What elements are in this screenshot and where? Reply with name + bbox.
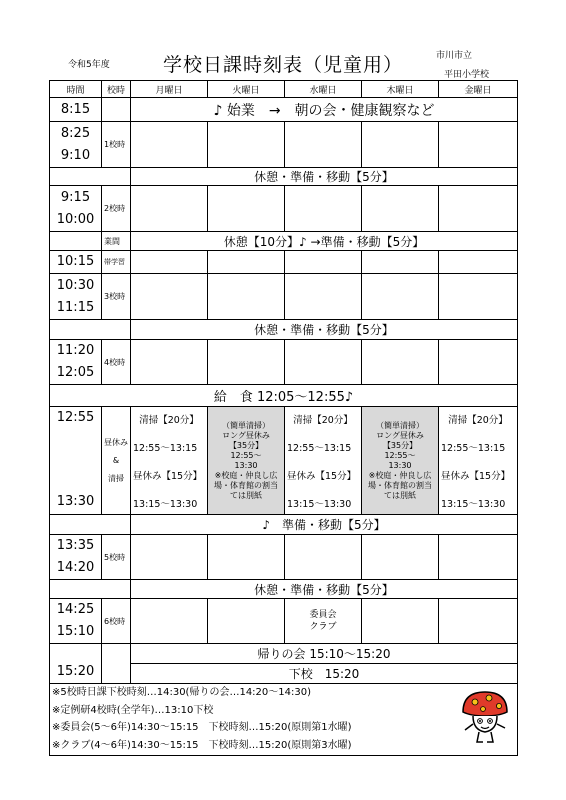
long-l7: 場・体育館の割当 [368, 480, 432, 490]
cell-mon [131, 186, 208, 232]
long-l7: 場・体育館の割当 [214, 480, 278, 490]
label-and: & [112, 455, 120, 465]
col-header-tuesday: 火曜日 [208, 81, 285, 98]
row-break-2 [50, 320, 518, 340]
time-cell [50, 599, 102, 644]
cell-wed [285, 251, 362, 274]
time-cell [50, 340, 102, 385]
period-label: 業間 [102, 232, 131, 251]
long-l5: 13:30 [234, 460, 258, 470]
recess-label: 昼休み【15分】 [133, 471, 203, 483]
cell-fri [439, 340, 518, 385]
time-finish: 11:15 [56, 299, 95, 315]
break-band: 休憩・準備・移動【5分】 [131, 168, 518, 186]
time-begin: 12:55 [56, 410, 95, 425]
row-period-6 [50, 599, 518, 644]
cell-fri [439, 251, 518, 274]
page-title: 学校日課時刻表（児童用） [162, 54, 403, 76]
time-begin: 9:15 [60, 189, 91, 205]
long-l1: （簡単清掃） [376, 420, 424, 430]
cell-mon [131, 251, 208, 274]
recess-cell-wed [285, 407, 362, 515]
recess-label: 昼休み【15分】 [287, 471, 357, 483]
label-cleaning: 清掃 [108, 473, 124, 483]
cell-fri [439, 186, 518, 232]
row-break-1 [50, 168, 518, 186]
long-l5: 13:30 [388, 460, 412, 470]
period-label: 4校時 [102, 340, 131, 385]
row-kaeri [50, 644, 518, 664]
row-recess [50, 407, 518, 515]
row-obi [50, 251, 518, 274]
row-notes [50, 684, 518, 756]
row-break-3 [50, 580, 518, 599]
cleaning-time: 12:55～13:15 [441, 442, 506, 454]
cell-mon [131, 274, 208, 320]
break-empty [50, 320, 131, 340]
time-begin: 14:25 [56, 602, 95, 617]
time-begin: 10:30 [56, 277, 95, 293]
row-start [50, 98, 518, 122]
row-interval [50, 232, 518, 251]
time-begin: 13:35 [56, 538, 95, 553]
col-header-thursday: 木曜日 [362, 81, 439, 98]
club-label: クラブ [309, 622, 337, 632]
long-l3: 【35分】 [228, 440, 264, 450]
break-empty [50, 168, 131, 186]
cell-mon [131, 122, 208, 168]
long-l8: ては別紙 [230, 490, 262, 500]
time-cell [50, 407, 102, 515]
cell-wed [285, 274, 362, 320]
cell-fri [439, 535, 518, 580]
cell-thu [362, 535, 439, 580]
period-label: 6校時 [102, 599, 131, 644]
recess-label: 昼休み【15分】 [441, 471, 511, 483]
cell-tue [208, 186, 285, 232]
cell-fri [439, 122, 518, 168]
long-recess-cell-tue [208, 407, 285, 515]
cell-fri [439, 599, 518, 644]
time-begin: 11:20 [56, 343, 95, 358]
period-label: 帯学習 [102, 251, 131, 274]
cleaning-label: 清掃【20分】 [139, 414, 199, 426]
cell-thu [362, 599, 439, 644]
cell-thu [362, 251, 439, 274]
long-l3: 【35分】 [382, 440, 418, 450]
note-3: ※委員会(5～6年)14:30～15:15 下校時刻…15:20(原則第1水曜) [52, 722, 352, 733]
time-finish: 10:00 [56, 211, 95, 227]
committee-label: 委員会 [309, 610, 337, 620]
time-finish: 9:10 [60, 147, 91, 163]
cell-wed [285, 186, 362, 232]
time-empty [50, 232, 102, 251]
long-l4: 12:55～ [384, 450, 416, 460]
col-header-wednesday: 水曜日 [285, 81, 362, 98]
recess-time: 13:15～13:30 [133, 499, 198, 511]
row-period-3 [50, 274, 518, 320]
label-recess: 昼休み [104, 437, 128, 447]
cell-tue [208, 599, 285, 644]
cell-thu [362, 274, 439, 320]
col-header-monday: 月曜日 [131, 81, 208, 98]
start-band: ♪ 始業 → 朝の会・健康観察など [131, 98, 518, 122]
row-period-4 [50, 340, 518, 385]
recess-cell-fri [439, 407, 518, 515]
cell-tue [208, 535, 285, 580]
period-label: 1校時 [102, 122, 131, 168]
cell-wed [285, 340, 362, 385]
time-cell [50, 535, 102, 580]
long-l6: ※校庭・仲良し広 [368, 470, 432, 480]
long-l1: （簡単清掃） [222, 420, 270, 430]
time-cell [50, 122, 102, 168]
time-begin: 8:25 [60, 125, 91, 141]
cell-tue [208, 274, 285, 320]
interval-band: 休憩【10分】♪ →準備・移動【5分】 [131, 232, 518, 251]
header-row [50, 81, 518, 98]
prep-empty [50, 515, 131, 535]
recess-cell-mon [131, 407, 208, 515]
cell-wed-committee-club [285, 599, 362, 644]
cell-mon [131, 599, 208, 644]
time-cell [50, 186, 102, 232]
break-band: 休憩・準備・移動【5分】 [131, 580, 518, 599]
notes-cell [50, 684, 518, 756]
cell-mon [131, 535, 208, 580]
time-end: 15:20 [50, 644, 102, 684]
time-obi: 10:15 [50, 251, 102, 274]
cell-fri [439, 274, 518, 320]
time-finish: 13:30 [56, 494, 95, 509]
long-l2: ロング昼休み [222, 430, 270, 440]
period-label: 2校時 [102, 186, 131, 232]
time-finish: 15:10 [56, 624, 95, 639]
cleaning-label: 清掃【20分】 [448, 414, 508, 426]
cell-tue [208, 122, 285, 168]
kaeri-band: 帰りの会 15:10～15:20 [131, 644, 518, 664]
recess-time: 13:15～13:30 [287, 499, 352, 511]
mushroom-mascot-icon [459, 688, 511, 755]
row-period-1 [50, 122, 518, 168]
period-label: 5校時 [102, 535, 131, 580]
long-l2: ロング昼休み [376, 430, 424, 440]
lunch-band: 給 食 12:05～12:55♪ [50, 385, 518, 407]
row-period-5 [50, 535, 518, 580]
time-finish: 14:20 [56, 560, 95, 575]
row-prep [50, 515, 518, 535]
school-year: 令和5年度 [68, 60, 110, 70]
long-l6: ※校庭・仲良し広 [214, 470, 278, 480]
note-4: ※クラブ(4～6年)14:30～15:15 下校時刻…15:20(原則第3水曜) [52, 739, 352, 751]
break-empty [50, 580, 131, 599]
cell-tue [208, 340, 285, 385]
note-2: ※定例研4校時(全学年)…13:10下校 [52, 704, 214, 716]
cleaning-label: 清掃【20分】 [293, 414, 353, 426]
col-header-friday: 金曜日 [439, 81, 518, 98]
recess-time: 13:15～13:30 [441, 499, 506, 511]
period-empty [102, 644, 131, 684]
cell-thu [362, 122, 439, 168]
cell-wed [285, 535, 362, 580]
long-recess-cell-thu [362, 407, 439, 515]
period-label [102, 407, 131, 515]
cell-wed [285, 122, 362, 168]
period-label: 3校時 [102, 274, 131, 320]
prep-band: ♪ 準備・移動【5分】 [131, 515, 518, 535]
col-header-period: 校時 [102, 81, 131, 98]
time-start: 8:15 [50, 98, 102, 122]
cell-tue [208, 251, 285, 274]
cleaning-time: 12:55～13:15 [133, 442, 198, 454]
schedule-table [49, 80, 518, 756]
row-lunch [50, 385, 518, 407]
break-band: 休憩・準備・移動【5分】 [131, 320, 518, 340]
long-l8: ては別紙 [384, 490, 416, 500]
period-empty [102, 98, 131, 122]
time-cell [50, 274, 102, 320]
time-finish: 12:05 [56, 365, 95, 380]
col-header-time: 時間 [50, 81, 102, 98]
row-period-2 [50, 186, 518, 232]
long-l4: 12:55～ [230, 450, 262, 460]
gekou-band: 下校 15:20 [131, 664, 518, 684]
cell-mon [131, 340, 208, 385]
school-name: 平田小学校 [444, 70, 490, 80]
cleaning-time: 12:55～13:15 [287, 442, 352, 454]
note-1: ※5校時日課下校時刻…14:30(帰りの会…14:20～14:30) [52, 687, 311, 698]
cell-thu [362, 186, 439, 232]
cell-thu [362, 340, 439, 385]
school-city: 市川市立 [436, 51, 473, 61]
